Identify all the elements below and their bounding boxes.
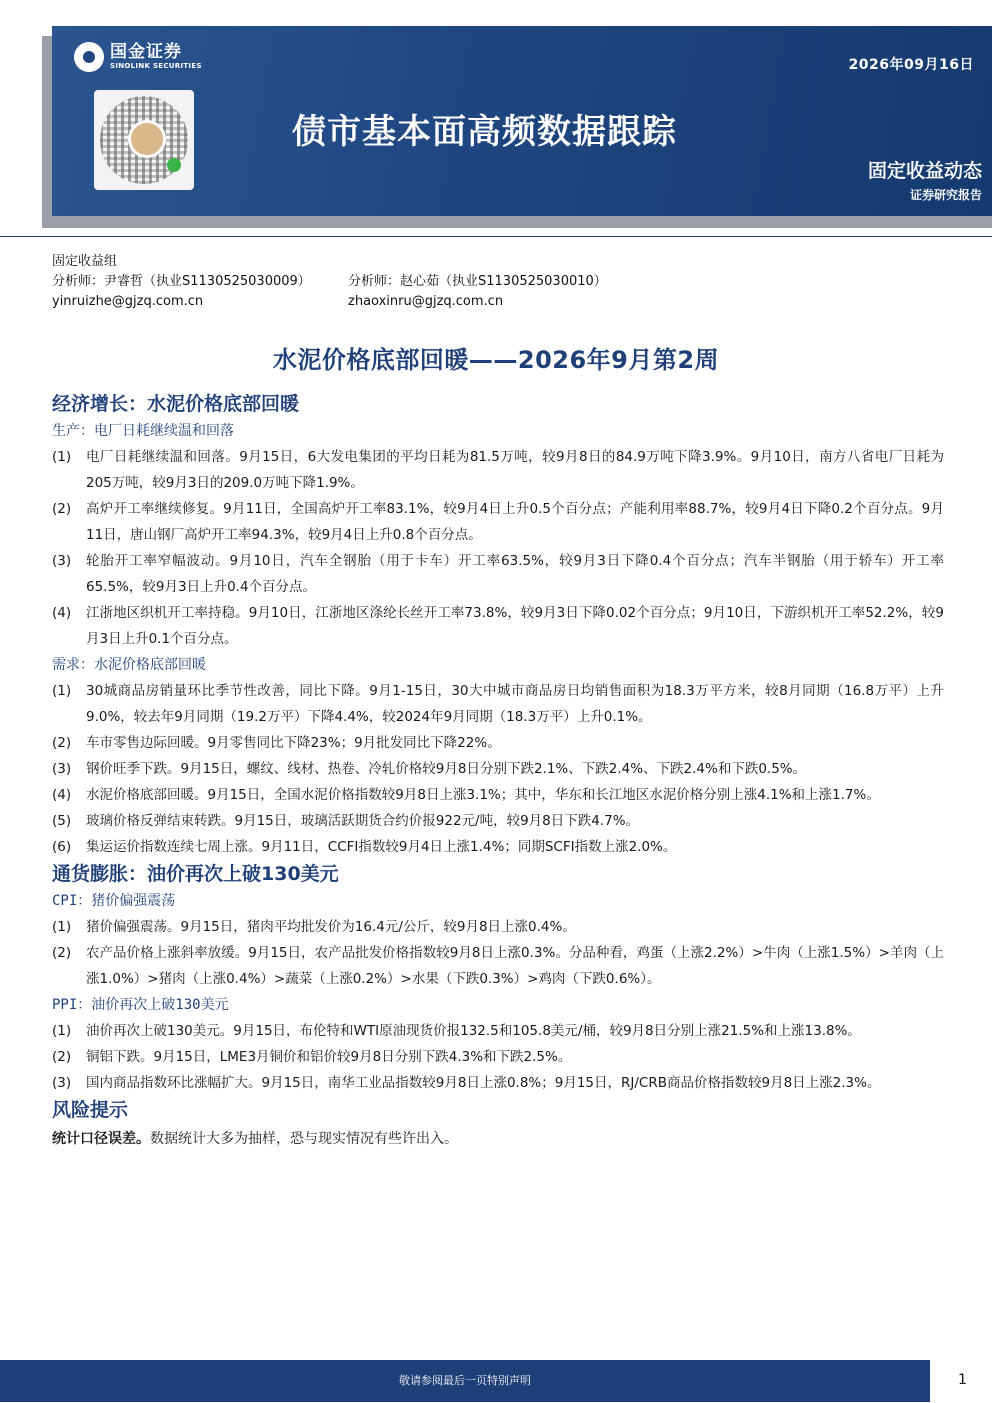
list-item xyxy=(52,600,944,652)
item-text: 油价再次上破130美元。9月15日，布伦特和WTI原油现货价报132.5和105.8美元/桶，较9月8日分别上涨21.5%和上涨13.8%。 xyxy=(86,1023,861,1039)
item-text: 江浙地区织机开工率持稳。9月10日，江浙地区涤纶长丝开工率73.8%，较9月3日下降0.02个百分点；9月10日，下游织机开工率52.2%，较9月3日上升0.1个百分点。 xyxy=(86,605,944,647)
item-number: (2) xyxy=(52,945,72,961)
item-text: 水泥价格底部回暖。9月15日，全国水泥价格指数较9月8日上涨3.1%；其中，华东和长江地区水泥价格分别上涨4.1%和上涨1.7%。 xyxy=(86,787,880,803)
list-item xyxy=(52,834,944,860)
qr-code xyxy=(94,90,194,190)
ppi-list xyxy=(52,1018,944,1096)
subheading-ppi: PPI：油价再次上破130美元 xyxy=(52,997,229,1013)
item-text: 轮胎开工率窄幅波动。9月10日，汽车全钢胎（用于卡车）开工率63.5%，较9月3日下降0.4个百分点；汽车半钢胎（用于轿车）开工率65.5%，较9月3日上升0.4个百分点。 xyxy=(86,553,944,595)
demand-list xyxy=(52,678,944,860)
risk-note-label: 统计口径误差。 xyxy=(52,1131,150,1147)
list-item xyxy=(52,808,944,834)
list-item xyxy=(52,730,944,756)
item-text: 电厂日耗继续温和回落。9月15日，6大发电集团的平均日耗为81.5万吨，较9月8日的84.9万吨下降3.9%。9月10日，南方八省电厂日耗为205万吨，较9月3日的209.0万吨下降1.9%。 xyxy=(86,449,944,491)
research-group: 固定收益组 xyxy=(52,254,118,269)
item-number: (1) xyxy=(52,449,72,465)
item-number: (1) xyxy=(52,1023,72,1039)
item-text: 30城商品房销量环比季节性改善，同比下降。9月1-15日，30大中城市商品房日均销售面积为18.3万平方米，较8月同期（16.8万平）上升9.0%，较去年9月同期（19.2万平）下降4.4%，较2024年9月同期（18.3万平）上升0.1%。 xyxy=(86,683,944,725)
item-text: 猪价偏强震荡。9月15日，猪肉平均批发价为16.4元/公斤，较9月8日上涨0.4%。 xyxy=(86,919,576,935)
series-title: 债市基本面高频数据跟踪 xyxy=(292,112,677,152)
item-number: (2) xyxy=(52,501,72,517)
subheading-cpi: CPI：猪价偏强震荡 xyxy=(52,893,176,909)
section-heading-growth: 经济增长：水泥价格底部回暖 xyxy=(52,393,300,415)
analyst-2-email[interactable]: zhaoxinru@gjzq.com.cn xyxy=(348,294,504,309)
list-item xyxy=(52,940,944,992)
item-number: (3) xyxy=(52,553,72,569)
subheading-demand: 需求：水泥价格底部回暖 xyxy=(52,657,206,673)
analyst-1: 分析师：尹睿哲（执业S1130525030009） xyxy=(52,274,311,289)
report-type: 证券研究报告 xyxy=(909,188,982,202)
item-text: 铜铝下跌。9月15日，LME3月铜价和铝价较9月8日分别下跌4.3%和下跌2.5%。 xyxy=(86,1049,572,1065)
item-number: (4) xyxy=(52,605,72,621)
list-item xyxy=(52,1070,944,1096)
logo-name-en: SINOLINK SECURITIES xyxy=(110,62,202,70)
risk-note xyxy=(52,1126,944,1152)
analyst-1-email[interactable]: yinruizhe@gjzq.com.cn xyxy=(52,294,204,309)
risk-note-text: 数据统计大多为抽样，恐与现实情况有些许出入。 xyxy=(150,1131,458,1147)
section-heading-inflation: 通货膨胀：油价再次上破130美元 xyxy=(52,863,339,885)
header-divider xyxy=(0,236,992,237)
report-category: 固定收益动态 xyxy=(867,160,982,182)
item-number: (2) xyxy=(52,735,72,751)
analyst-2: 分析师：赵心茹（执业S1130525030010） xyxy=(348,274,607,289)
qr-center-logo xyxy=(128,120,166,158)
list-item xyxy=(52,1044,944,1070)
item-number: (1) xyxy=(52,683,72,699)
list-item xyxy=(52,782,944,808)
item-text: 集运运价指数连续七周上涨。9月11日，CCFI指数较9月4日上涨1.4%；同期SCFI指数上涨2.0%。 xyxy=(86,839,677,855)
item-text: 国内商品指数环比涨幅扩大。9月15日，南华工业品指数较9月8日上涨0.8%；9月15日，RJ/CRB商品价格指数较9月8日上涨2.3%。 xyxy=(86,1075,881,1091)
item-text: 高炉开工率继续修复。9月11日，全国高炉开工率83.1%，较9月4日上升0.5个百分点；产能利用率88.7%，较9月4日下降0.2个百分点。9月11日，唐山钢厂高炉开工率94.3%，较9月4日上升0.8个百分点。 xyxy=(86,501,944,543)
item-text: 车市零售边际回暖。9月零售同比下降23%；9月批发同比下降22%。 xyxy=(86,735,501,751)
item-text: 钢价旺季下跌。9月15日，螺纹、线材、热卷、冷轧价格较9月8日分别下跌2.1%、下跌2.4%、下跌2.4%和下跌0.5%。 xyxy=(86,761,807,777)
page-number: 1 xyxy=(958,1372,967,1388)
footer-disclaimer: 敬请参阅最后一页特别声明 xyxy=(0,1360,930,1402)
report-date: 2026年09月16日 xyxy=(848,57,974,73)
subheading-production: 生产：电厂日耗继续温和回落 xyxy=(52,423,234,439)
item-number: (1) xyxy=(52,919,72,935)
report-title: 水泥价格底部回暖——2026年9月第2周 xyxy=(272,346,720,374)
item-number: (4) xyxy=(52,787,72,803)
list-item xyxy=(52,914,944,940)
cpi-list xyxy=(52,914,944,992)
item-text: 农产品价格上涨斜率放缓。9月15日，农产品批发价格指数较9月8日上涨0.3%。分品种看，鸡蛋（上涨2.2%）>牛肉（上涨1.5%）>羊肉（上涨1.0%）>猪肉（上涨0.4%）>蔬菜（上涨0.2%）>水果（下跌0.3%）>鸡肉（下跌0.6%）。 xyxy=(86,945,944,987)
report-body xyxy=(52,390,944,1152)
item-number: (5) xyxy=(52,813,72,829)
item-number: (3) xyxy=(52,1075,72,1091)
item-number: (3) xyxy=(52,761,72,777)
list-item xyxy=(52,496,944,548)
analyst-info xyxy=(52,252,607,312)
production-list xyxy=(52,444,944,652)
item-text: 玻璃价格反弹结束转跌。9月15日，玻璃活跃期货合约价报922元/吨，较9月8日下跌4.7%。 xyxy=(86,813,640,829)
list-item xyxy=(52,1018,944,1044)
logo-name-cn: 国金证券 xyxy=(110,42,182,62)
list-item xyxy=(52,678,944,730)
list-item xyxy=(52,444,944,496)
company-logo xyxy=(74,42,202,72)
list-item xyxy=(52,548,944,600)
item-number: (2) xyxy=(52,1049,72,1065)
wechat-icon xyxy=(167,158,181,172)
list-item xyxy=(52,756,944,782)
logo-icon xyxy=(74,42,104,72)
section-heading-risk: 风险提示 xyxy=(52,1099,129,1121)
item-number: (6) xyxy=(52,839,72,855)
